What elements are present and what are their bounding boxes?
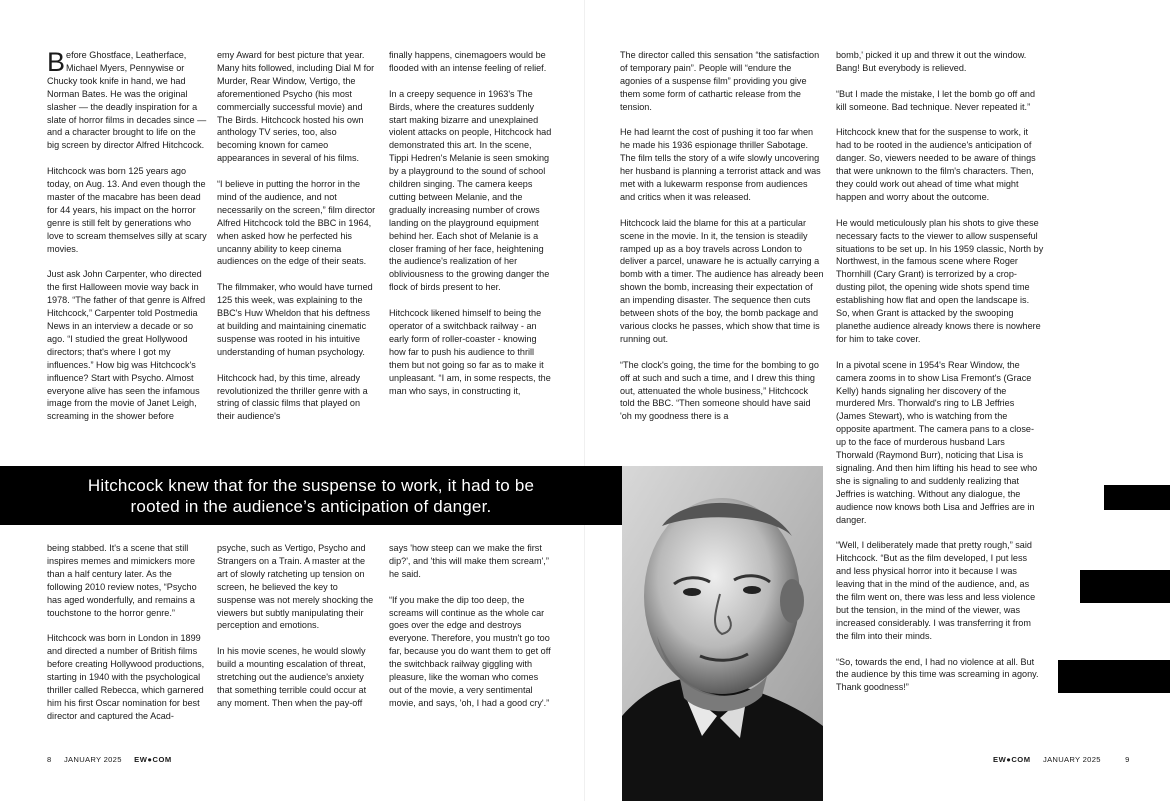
- decorative-bar: [1104, 485, 1170, 510]
- column-2: [217, 49, 377, 423]
- decorative-bar: [1058, 660, 1170, 693]
- column-7: [217, 542, 377, 710]
- column-4: [620, 49, 824, 423]
- column-8: [389, 542, 553, 710]
- brand-logo: EW●COM: [993, 755, 1031, 764]
- paragraph: “The clock's going, the time for the bombing to go off at such and such a time, and I drew this thing out, attenuated the whole business,” Hitchcock told the BBC. “Then someone should have said 'oh my goodness there is a: [620, 359, 819, 422]
- pull-quote-line: Hitchcock knew that for the suspense to work, it had to be: [87, 476, 535, 495]
- paragraph: In a pivotal scene in 1954's Rear Window, the camera zooms in to show Lisa Fremont's (Grace Kelly) hands signaling her discovery of the murdered Mrs. Thorwald's ring to LB Jeffries (James Stewart), who is watching from the opposite apartment. The camera pans to a close-up to the face of murderous husband Lars Thorwald (Raymond Burr), noticing that Lisa is signaling. And then him lifting his head to see who she is signaling to and suddenly realizing that Jeffries is watching. Without any dialogue, the audience now knows both Lisa and Jeffries are in danger.: [836, 359, 1038, 525]
- column-5: [836, 49, 1044, 694]
- paragraph: Hitchcock had, by this time, already revolutionized the thriller genre with a string of classic films that played on their audience's: [217, 372, 368, 422]
- paragraph: Hitchcock was born in London in 1899 and directed a number of British films before creating Hollywood productions, starting in 1940 with the psychological thriller called Rebecca, which garnered him his first Oscar nomination for best director and captured the Acad-: [47, 633, 205, 721]
- paragraph: Just ask John Carpenter, who directed the first Halloween movie way back in 1978. “The father of that genre is Alfred Hitchcock,” Carpenter told Postmedia News in an interview a decade or so ago. “I studied the great Hollywood directors; that's where I got my influences.” How big was Hitchcock's influence? Start with Psycho. Almost everyone alive has seen the infamous image from the movie of Janet Leigh, screaming in the shower before: [47, 269, 206, 422]
- paragraph: emy Award for best picture that year. Many hits followed, including Dial M for Murder, Rear Window, Vertigo, the aforementioned Psycho (his most commercially successful movie) and The Birds. Hitchcock hosted his own anthology TV series, too, also becoming known for cameo appearances in several of his films.: [217, 50, 375, 164]
- column-3: [389, 49, 553, 397]
- page-number: 9: [1125, 755, 1130, 764]
- paragraph: says 'how steep can we make the first dip?', and 'this will make them scream',” he said.: [389, 543, 549, 579]
- paragraph: Before Ghostface, Leatherface, Michael Myers, Pennywise or Chucky took knife in hand, we had Norman Bates. He was the original slasher — the deadly inspiration for a slate of horror films in decades since — and a character brought to life on the big screen by director Alfred Hitchcock.: [47, 47, 207, 151]
- paragraph: bomb,' picked it up and threw it out the window. Bang! But everybody is relieved.: [836, 50, 1027, 73]
- left-footer: [47, 755, 182, 765]
- paragraph: finally happens, cinemagoers would be flooded with an intense feeling of relief.: [389, 50, 547, 73]
- portrait-photo: [622, 466, 823, 801]
- paragraph: being stabbed. It's a scene that still inspires memes and mimickers more than a half century later. As the following 2010 review notes, “Psycho has aged wonderfully, and remains a touchstone to the horror genre.”: [47, 543, 197, 618]
- issue-date: JANUARY 2025: [63, 755, 122, 764]
- paragraph: The filmmaker, who would have turned 125 this week, was explaining to the BBC's Huw Wheldon that his deftness at building and maintaining cinematic suspense was rooted in his intuitive understanding of human psychology.: [217, 282, 373, 357]
- paragraph: He would meticulously plan his shots to give these necessary facts to the viewer to allow suspenseful situations to be set up. In his 1959 classic, North by Northwest, in the famous scene where Roger Thornhill (Cary Grant) is terrorized by a crop-dusting pilot, the opening wide shots spend time establishing how flat and open the landscape is. So, when Grant is attacked by the swooping planethe audience already knows there is nowhere for him to take cover.: [836, 217, 1044, 344]
- paragraph: He had learnt the cost of pushing it too far when he made his 1936 espionage thriller Sabotage. The film tells the story of a wife slowly uncovering her husband is planning a terrorist attack and was met with a lukewarm response from audiences and critics when it was released.: [620, 127, 821, 202]
- paragraph: “So, towards the end, I had no violence at all. But the audience by this time was screaming in agony. Thank goodness!”: [836, 656, 1039, 693]
- pull-quote: [0, 466, 622, 525]
- paragraph: Hitchcock was born 125 years ago today, on Aug. 13. And even though the master of the macabre has been dead for 44 years, his impact on the horror genre is still felt by generations who love to scream themselves silly at scary movies.: [47, 166, 207, 254]
- decorative-bar: [1080, 570, 1170, 603]
- issue-date: JANUARY 2025: [1042, 755, 1101, 764]
- page-number: 8: [47, 755, 52, 764]
- paragraph: “But I made the mistake, I let the bomb go off and kill someone. Bad technique. Never repeated it.”: [836, 88, 1035, 112]
- right-footer: [993, 755, 1140, 765]
- paragraph: Hitchcock likened himself to being the operator of a switchback railway - an early form of roller-coaster - knowing how far to push his audience to thrill them but not going so far as to make it unpleasant. “I am, in some respects, the man who says, in constructing it,: [389, 308, 551, 396]
- portrait-illustration: [622, 466, 823, 801]
- paragraph: psyche, such as Vertigo, Psycho and Strangers on a Train. A master at the art of slowly ratcheting up tension on screen, he believed the key to suspense was not merely shocking the viewers but subtly manipulating their perception and emotions.: [217, 543, 374, 631]
- paragraph: Hitchcock knew that for the suspense to work, it had to be rooted in the audience's anticipation of danger. So, viewers needed to be aware of things that were unknown to the film's characters. Then, they could work out ahead of time what might happen and worry about the outcome.: [836, 127, 1036, 202]
- paragraph: In his movie scenes, he would slowly build a mounting escalation of threat, stretching out the audience's anxiety that something terrible could occur at any moment. Then when the pay-off: [217, 646, 367, 708]
- column-1: [47, 49, 207, 423]
- brand-logo: EW●COM: [134, 755, 172, 764]
- pull-quote-line: rooted in the audience’s anticipation of danger.: [130, 497, 492, 516]
- paragraph: The director called this sensation “the satisfaction of temporary pain”. People will “endure the agonies of a suspense film” providing you give them some form of cathartic release from the tension.: [620, 50, 820, 112]
- paragraph: “Well, I deliberately made that pretty rough,” said Hitchcock. “But as the film developed, I put less and less physical horror into it because I was leaving that in the mind of the audience, and, as the film went on, there was less and less violence but the tension, in the mind of the viewer, was increased considerably. I was transferring it from the film into their minds.: [836, 540, 1036, 641]
- paragraph: Hitchcock laid the blame for this at a particular scene in the movie. In it, the tension is steadily ramped up as a boy travels across London to deliver a parcel, unaware he is actually carrying a bomb with a timer. The audience has already been shown the bomb, increasing their expectation of an impending disaster. The sequence then cuts between shots of the boy, the bomb package and various clocks he passes, which show that time is running out.: [620, 217, 824, 344]
- paragraph: “If you make the dip too deep, the screams will continue as the whole car goes over the edge and destroys everyone. Therefore, you mustn't go too far, because you do want them to get off the switchback railway giggling with pleasure, like the woman who comes out of the movie, a very sentimental movie, and says, 'oh, I had a good cry'.”: [389, 594, 551, 708]
- paragraph: “I believe in putting the horror in the mind of the audience, and not necessarily on the screen,” film director Alfred Hitchcock told the BBC in 1964, when asked how he perfected his uncanny ability to keep cinema audiences on the edge of their seats.: [217, 179, 376, 267]
- drop-cap: B: [47, 47, 66, 77]
- column-6: [47, 542, 207, 723]
- page-gutter: [584, 0, 585, 801]
- paragraph: In a creepy sequence in 1963's The Birds, where the creatures suddenly start making bizarre and unexplained violent attacks on people, Hitchcock had demonstrated this art. In the scene, Tippi Hedren's Melanie is seen smoking by a playground to the sound of school children singing. The camera keeps cutting between Melanie, and the gradually increasing number of crows landing on the playground equipment behind her. Each shot of Melanie is a closer framing of her face, heightening the audience's realization of her obliviousness to the growing danger the flock of birds present to her.: [389, 88, 552, 293]
